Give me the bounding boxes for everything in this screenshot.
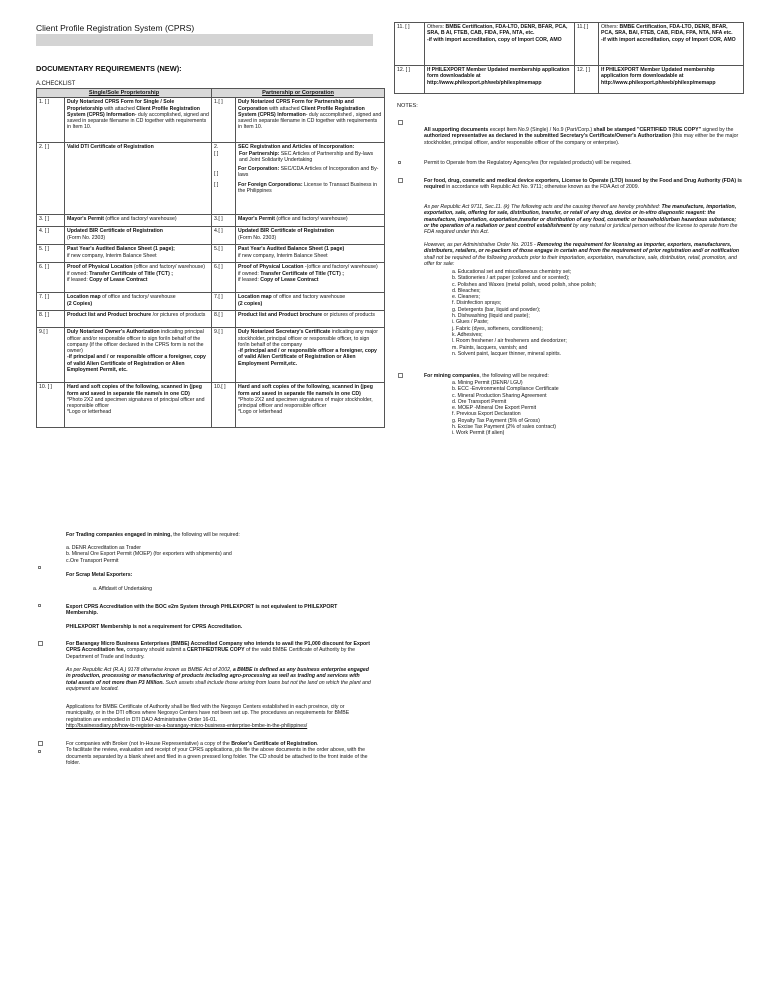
list-item: b. ECC -Environmental Compliance Certificate [452,386,559,393]
checklist-label: A.CHECKLIST [36,81,76,87]
trading-list [66,545,366,564]
note-fda: For food, drug, cosmetic and medical device exporters, License to Operate (LTO) issued by the Food and Drug Authority (FDA) is required in accordance with Republic Act No. 9711; otherwise known as the FDA Act of 2009. [424,178,742,191]
list-item: k. Adhesives; [452,331,483,338]
note-ao2015: However, as per Administrative Order No. 2015 - Removing the requirement for licensing as importer, exporters, manufacturers, distributers, retailers, or re-packers of those engage in certain and from the requirement of prior registration and/ or notification shall not be required of the following products prior to their importation, exportation, manufacture, sale, distribution, retail, promotion, and offer for sale: [424,242,740,267]
row-2-sp-text: Valid DTI Certificate of Registration [65,143,212,215]
table-row: 9.[ ] Duly Notarized Owner's Authorization indicating principal officer and/or responsible officer to sign for/in behalf of the company (if the officer declared in the CPRS form is not the owner) -if principal and / or responsible officer a foreigner, copy of valid Alien Certificate of Registration or Alien Employment Permit, etc. 9.[ ] Duly Notarized Secretary's Certificate indicating any major stockholder, principal officer or responsible officer, to sign for/in behalf of the company -if principal and / or responsible officer a foreigner, copy of valid Alien Certificate of Registration or Alien Employment Permit,etc. [37,328,385,383]
row-1-pc-text: Duly Notarized CPRS Form for Partnership and Corporation with attached Client Profile Registration System (CPRS) Information- duly accomplished , signed and saved in separate filename in CD together with requirements in Item 10. [236,98,385,143]
list-item: g. Royalty Tax Payment (5% of Gross) [452,417,540,424]
row-8-sp-num[interactable]: 8. [ ] [37,311,65,328]
row-7-pc-num[interactable]: 7.[ ] [212,293,236,311]
row-9-pc-num[interactable]: 9.[ ] [212,328,236,383]
note-checkbox[interactable] [38,641,43,646]
table-row: 3. [ ] Mayor's Permit (office and factory/ warehouse) 3.[ ] Mayor's Permit (office and factory/ warehouse) [37,215,385,227]
row-1-pc-num[interactable]: 1.[ ] [212,98,236,143]
row-1-sp-num[interactable]: 1. [ ] [37,98,65,143]
list-item: i. Glues / Paste; [452,319,489,326]
list-item: b. Mineral Ore Export Permit (MOEP) (for exporters with shipments) and [66,551,232,558]
list-item: e. Cleaners; [452,294,480,301]
list-item: e. MOEP -Mineral Ore Export Permit [452,405,537,412]
note-certified-copy: All supporting documents except Item No.9 (Single) / No.9 (Part/Corp.) shall be stamped "CERTIFIED TRUE COPY" signed by the authorized representative as declared in the submitted Secretary's Certificate/Owner's Authorization (this may either be the major stockholder, principal officer, and/or responsible officer of the company or enterprise). [424,127,739,146]
row-9-sp-num[interactable]: 9.[ ] [37,328,65,383]
col-header-partner: Partnership or Corporation [212,89,385,98]
table-row: 10. [ ] Hard and soft copies of the following, scanned in (jpeg form and saved in separate file name/s in one CD) *Photo 2X2 and specimen signatures of principal officer and responsible officer *Logo or letterhead 10.[ ] Hard and soft copies of the following, scanned in (jpeg form and saved in separate file name/s in one CD) *Photo 2X2 and specimen signatures of major stockholder, principal officer and responsible officer *Logo or letterhead [37,383,385,428]
list-item: d. Bleaches; [452,287,481,294]
row-2-pc-num[interactable]: 2. [ ] [ ] [ ] [212,143,236,215]
application-note: Applications for BMBE Certificate of Authority shall be filed with the Negosyo Centers established in each province, city or municipality, or in the DTI offices where Negosyo Centers have not been set up. The procedures an requirements for BMBE registration are embodied in DTI DAO Administrative Order 16-01. http://businessdiary.ph/how-to-register-as-a-barangay-micro-business-enterprise-bmbe-in-the-philippines/ [66,704,350,729]
row-6-sp-num[interactable]: 6. [ ] [37,263,65,293]
table-row: 4. [ ] Updated BIR Certificate of Registration (Form No. 2303) 4.[ ] Updated BIR Certificate of Registration (Form No. 2303) [37,227,385,245]
row-6-pc-num[interactable]: 6.[ ] [212,263,236,293]
list-item: c. Polishes and Waxes (metal polish, wood polish, shoe polish; [452,281,596,288]
bmbe-note: For Barangay Micro Business Enterprises (BMBE) Accredited Company who intends to avail the P1,000 discount for Export CPRS Accreditation fee, company should submit a CERTIFIEDTRUE COPY of the valid BMBE Certificate of Authority by the Department of Trade and Industry. [66,641,370,660]
row-2-sp-num[interactable]: 2. [ ] [37,143,65,215]
note-checkbox[interactable] [398,161,401,164]
table-row: 8. [ ] Product list and Product brochure /or pictures of products 8.[ ] Product list and Product brochure or pictures of products [37,311,385,328]
list-item: h. Excise Tax Payment (2% of sales contract) [452,424,556,431]
note-ra9711: As per Republic Act 9711, Sec.11. (k) The following acts and the causing thereof are hereby prohibited: The manufacture, importation, exportation, sale, offering for sale, distribution, transfer, or retail of any drug, device or in-vitro diagnostic reagent: the manufacture, importation, exportation,transfer or distribution of any food, cosmetic or household/urban hazardous substance; or the operation of a radiation or pest control establishment by any natural or juridical person without the license to operate from the FDA required under this Act. [424,204,738,236]
list-item: i. Work Permit (if alien) [452,430,505,437]
mining-list [424,380,742,437]
continued-checklist-table [394,22,744,94]
row-11-sp-num[interactable]: 11. [ ] [395,23,425,66]
table-row [37,98,385,143]
list-item: d. Ore Transport Permit [452,398,507,405]
table-row: 11. [ ] Others: BMBE Certification, FDA-LTO, DENR, BFAR, PCA, SRA, B AI, FTEB, CAB, FIDA, FPA, NTA, etc. -if with import accreditation, copy of Import COR, AMO 11.[ ] Others: BMBE Certification, FDA-LTO, DENR, BFAR, PCA, SRA, BAI, FTEB, CAB, FIDA, FPA, NTA, NFA etc. -if with import accreditation, copy of Import COR, AMO [395,23,744,66]
list-item: c.Ore Transport Permit [66,557,119,564]
row-11-pc-num[interactable]: 11.[ ] [575,23,599,66]
note-checkbox[interactable] [398,120,403,125]
table-row: 12. [ ] If PHILEXPORT Member Updated membership application form downloadable at http://www.philexport.ph/web/philexp/memapp 12. [ ] If PHILEXPORT Member Updated membership application form downloadable at http://www.philexport.ph/web/philexp/memapp [395,66,744,94]
row-1-sp-text: Duly Notarized CPRS Form for Single / Sole Proprietorship with attached Client Profile Registration System (CPRS) Information- duly accomplished, signed and saved in separate filename in CD together with requirements in Item 10. [65,98,212,143]
row-3-sp-num[interactable]: 3. [ ] [37,215,65,227]
membership-note: PHILEXPORT Membership is not a requirement for CPRS Accreditation. [66,624,243,630]
row-12-pc-num[interactable]: 12. [ ] [575,66,599,94]
list-item: h. Dishwashing (liquid and paste); [452,313,530,320]
page-title: Client Profile Registration System (CPRS) [36,23,195,33]
row-4-sp-num[interactable]: 4. [ ] [37,227,65,245]
table-row [37,143,385,215]
note-checkbox[interactable] [38,566,41,569]
export-note: Export CPRS Accreditation with the BOC e2m System through PHILEXPORT is not equivalent to PHILEXPORT Membership. [66,604,338,617]
list-item: f. Disinfection sprays; [452,300,502,307]
row-5-sp-num[interactable]: 5. [ ] [37,245,65,263]
list-item: n. Solvent paint, lacquer thinner, mineral spirits. [452,350,561,357]
note-permit: Permit to Operate from the Regulatory Agency/ies (for regulated products) will be required. [424,160,632,166]
scrap-note: For Scrap Metal Exporters: [66,572,133,578]
bmbe-register-link[interactable]: http://businessdiary.ph/how-to-register-as-a-barangay-micro-business-enterprise-bmbe-in-the-philippines/ [66,722,308,729]
row-12-sp-num[interactable]: 12. [ ] [395,66,425,94]
table-row: 7. [ ] Location map of office and factory/ warehouse (2 Copies) 7.[ ] Location map of office and factory warehouse (2 copies) [37,293,385,311]
row-4-pc-num[interactable]: 4.[ ] [212,227,236,245]
row-8-pc-num[interactable]: 8.[ ] [212,311,236,328]
list-item: a. Mining Permit (DENR/ LGU) [452,380,523,386]
list-item: f. Previous Export Declaration [452,411,521,418]
row-3-pc-num[interactable]: 3.[ ] [212,215,236,227]
list-item: l. Room freshener / air fresheners and deodorizer; [452,338,567,345]
list-item: a. Educational set and miscellaneous chemistry set; [452,269,572,275]
row-2-pc-text: SEC Registration and Articles of Incorporation: For Partnership: SEC Articles of Partnership and By-laws and Joint Solidarity Undertaking For Corporation: SEC/CDA Articles of Incorporation and By-laws For Foreign Corporations: License to Transact Business in the Philippines [236,143,385,215]
note-checkbox[interactable] [398,178,403,183]
list-item: a. DENR Accreditation as Trader [66,545,141,551]
note-mining: For mining companies, the following will be required: [424,373,549,379]
product-list [424,269,742,357]
trading-note: For Trading companies engaged in mining, the following will be required: [66,532,240,538]
row-7-sp-num[interactable]: 7. [ ] [37,293,65,311]
list-item: c. Mineral Production Sharing Agreement [452,392,547,399]
list-item: b. Stationeries / art paper (colored and or scented); [452,275,570,282]
table-row: 6. [ ] Proof of Physical Location (office and factory/ warehouse) if owned: Transfer Certificate of Title (TCT) ; if leased: Copy of Lease Contract 6.[ ] Proof of Physical Location -(office and factory/ warehouse) if owned: Transfer Certificate of Title (TCT) ; if leased: Copy of Lease Contract [37,263,385,293]
row-10-sp-num[interactable]: 10. [ ] [37,383,65,428]
checklist-table [36,88,385,428]
notes-label: NOTES: [397,103,418,109]
list-item: j. Fabric (dyes, softeners, conditioners); [452,325,543,332]
title-field-bar [36,34,373,46]
note-checkbox[interactable] [398,373,403,378]
note-checkbox[interactable] [38,750,41,753]
broker-note: For companies with Broker (not In-House Representative) a copy of the Broker's Certificate of Registration. To facilitate the review, evaluation and receipt of your CPRS applications, pls file the above documents in the order above, with the documents separated by a blank sheet and filed in a green pressed long folder. The CD should be attached to the front inside of the folder. [66,741,368,766]
row-5-pc-num[interactable]: 5.[ ] [212,245,236,263]
row-10-pc-num[interactable]: 10.[ ] [212,383,236,428]
doc-heading: DOCUMENTARY REQUIREMENTS (NEW): [36,64,182,73]
table-row: 5. [ ] Past Year's Audited Balance Sheet (1 page); if new company, Interim Balance Sheet 5.[ ] Past Year's Audited Balance Sheet (1 page) if new company, Interim Balance Sheet [37,245,385,263]
note-checkbox[interactable] [38,741,43,746]
note-checkbox[interactable] [38,604,41,607]
list-item: m. Paints, lacquers, varnish; and [452,344,528,351]
scrap-item: a. Affidavit of Undertaking [93,586,153,592]
col-header-single: Single/Sole Proprietorship [37,89,212,98]
list-item: g. Detergents (bar, liquid and powder); [452,306,541,313]
ra9178-note: As per Republic Act (R.A.) 9178 otherwise known as BMBE Act of 2002, a BMBE is defined as any business enterprise engaged in production, processing or manufacturing of products including agro-processing as well as trading and services with total assets of not more than P3 Million. Such assets shall include those arising from loans but not the land on which the plant and equipment are located. [66,667,371,692]
